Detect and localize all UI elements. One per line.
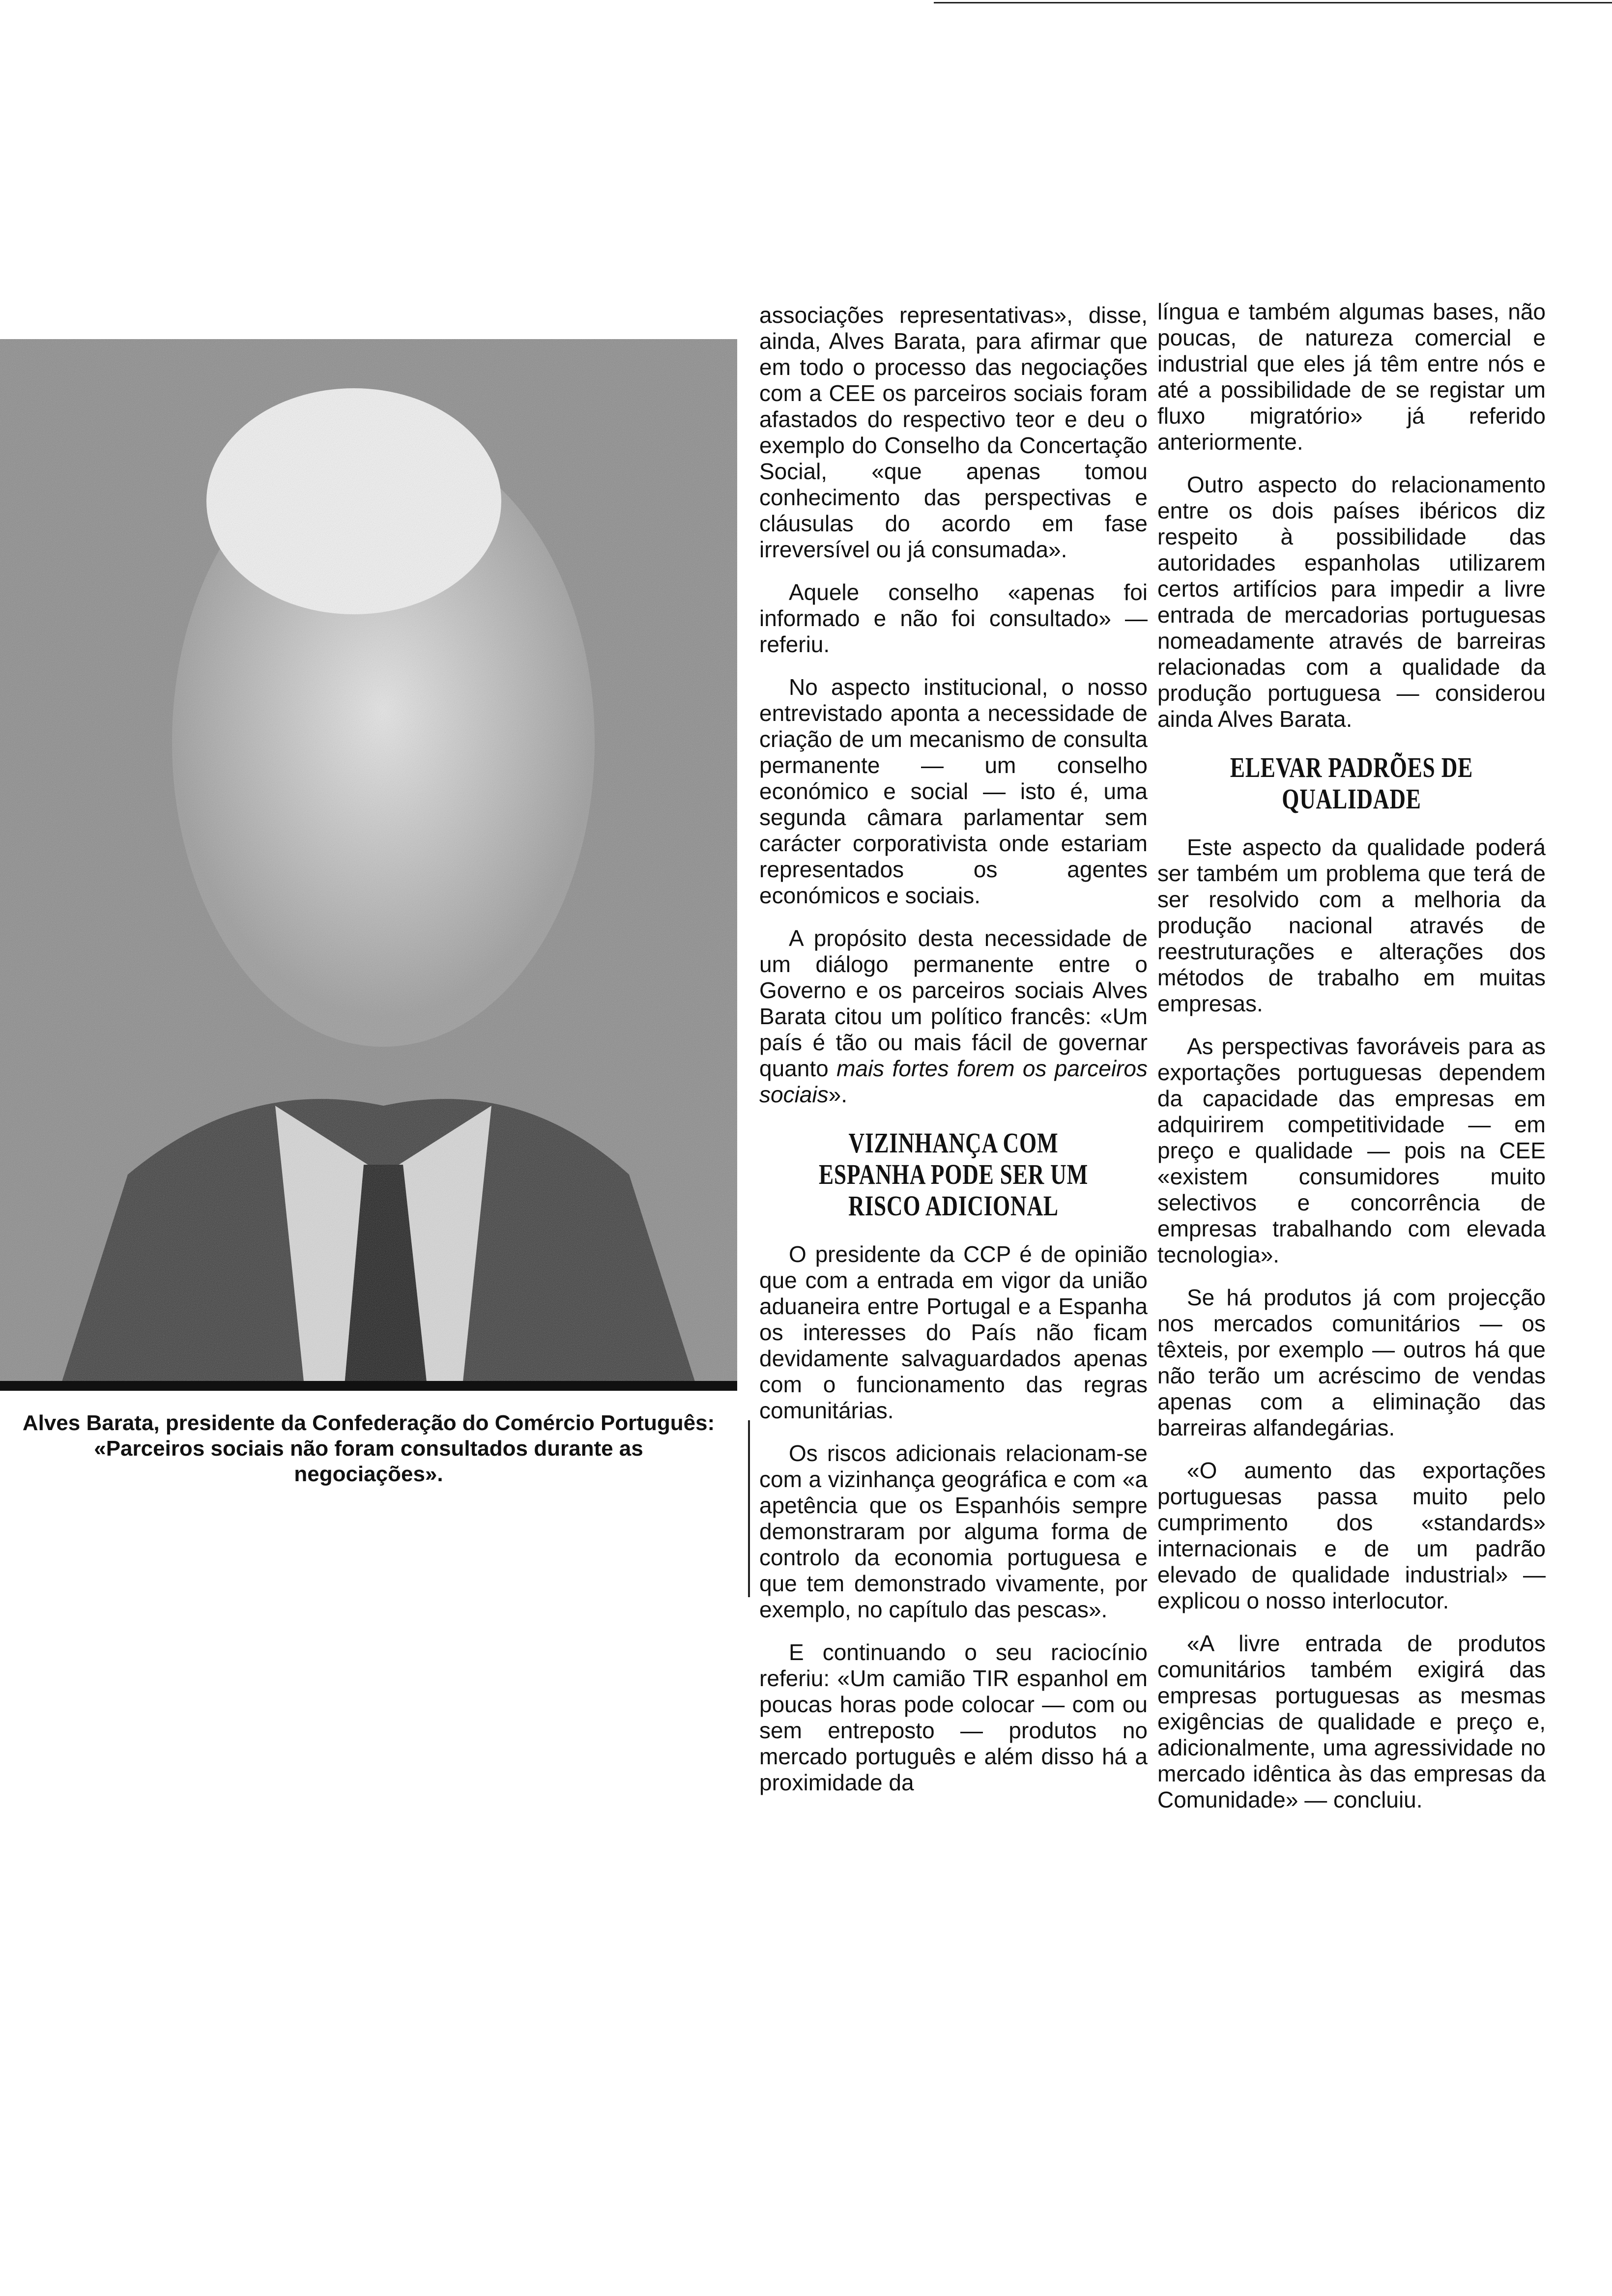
paragraph: Os riscos adicionais relacionam-se com a vizinhança geográfica e com «a apetência que os Espanhóis sempre demonstraram por alguma forma de controlo da economia portuguesa e que tem demonstrado vivamente, por exemplo, no capítulo das pescas». xyxy=(759,1440,1148,1622)
text: A propósito desta necessidade de um diálogo permanente entre o Governo e os parceiros sociais Alves Barata citou um político francês: «Um país é tão ou mais fácil de governar quanto xyxy=(759,925,1148,1081)
italic-quote: mais fortes forem os parceiros sociais xyxy=(759,1056,1148,1107)
paragraph: Este aspecto da qualidade poderá ser também um problema que terá de ser resolvido com a melhoria da produção nacional através de reestruturações e alterações dos métodos de trabalho em muitas empresas. xyxy=(1157,834,1546,1016)
section-heading: VIZINHANÇA COM ESPANHA PODE SER UM RISCO ADICIONAL xyxy=(818,1127,1089,1222)
paragraph: Se há produtos já com projecção nos mercados comunitários — os têxteis, por exemplo — outros há que não terão um acréscimo de vendas apenas com a eliminação das barreiras alfandegárias. xyxy=(1157,1285,1546,1440)
paragraph: O presidente da CCP é de opinião que com a entrada em vigor da união aduaneira entre Portugal e a Espanha os interesses do País não ficam devidamente salvaguardados apenas com o funcionamento das regras comunitárias. xyxy=(759,1241,1148,1423)
paragraph: Aquele conselho «apenas foi informado e não foi consultado» — referiu. xyxy=(759,579,1148,657)
section-heading: ELEVAR PADRÕES DE QUALIDADE xyxy=(1230,751,1473,815)
right-column xyxy=(1157,299,1546,1830)
paragraph: língua e também algumas bases, não poucas, de natureza comercial e industrial que eles já têm entre nós e até a possibilidade de se registar um fluxo migratório» já referido anteriormente. xyxy=(1157,299,1546,455)
paragraph: «A livre entrada de produtos comunitários também exigirá das empresas portuguesas as mesmas exigências de qualidade e preço e, adicionalmente, uma agressividade no mercado idêntica às das empresas da Comunidade» — concluiu. xyxy=(1157,1631,1546,1812)
paragraph: associações representativas», disse, ainda, Alves Barata, para afirmar que em todo o processo das negociações com a CEE os parceiros sociais foram afastados do respectivo teor e deu o exemplo do Conselho da Concertação Social, «que apenas tomou conhecimento das perspectivas e cláusulas do acordo em fase irreversível ou já consumada». xyxy=(759,302,1148,562)
paragraph: «O aumento das exportações portuguesas passa muito pelo cumprimento dos «standards» internacionais e de um padrão elevado de qualidade industrial» — explicou o nosso interlocutor. xyxy=(1157,1458,1546,1613)
paragraph xyxy=(759,925,1148,1108)
middle-column xyxy=(759,302,1148,1812)
paragraph: E continuando o seu raciocínio referiu: «Um camião TIR espanhol em poucas horas pode colocar — com ou sem entreposto — produtos no mercado português e além disso há a proximidade da xyxy=(759,1639,1148,1795)
column-rule xyxy=(748,1420,750,1597)
text: ». xyxy=(828,1082,847,1107)
paragraph: As perspectivas favoráveis para as exportações portuguesas dependem da capacidade das empresas em adquirirem competitividade — em preço e qualidade — pois na CEE «existem consumidores muito selectivos e concorrência de empresas trabalhando com elevada tecnologia». xyxy=(1157,1033,1546,1267)
paragraph: Outro aspecto do relacionamento entre os dois países ibéricos diz respeito à possibilidade das autoridades espanholas utilizarem certos artifícios para impedir a livre entrada de mercadorias portuguesas nomeadamente através de barreiras relacionadas com a qualidade da produção portuguesa — considerou ainda Alves Barata. xyxy=(1157,472,1546,732)
top-rule xyxy=(934,2,1612,3)
paragraph: No aspecto institucional, o nosso entrevistado aponta a necessidade de criação de um mecanismo de consulta permanente — um conselho económico e social — isto é, uma segunda câmara parlamentar sem carácter corporativista onde estariam representados os agentes económicos e sociais. xyxy=(759,674,1148,908)
photo-caption: Alves Barata, presidente da Confederação do Comércio Português: «Parceiros sociais não foram consultados durante as negociações». xyxy=(22,1411,715,1486)
portrait-photo xyxy=(0,339,737,1391)
